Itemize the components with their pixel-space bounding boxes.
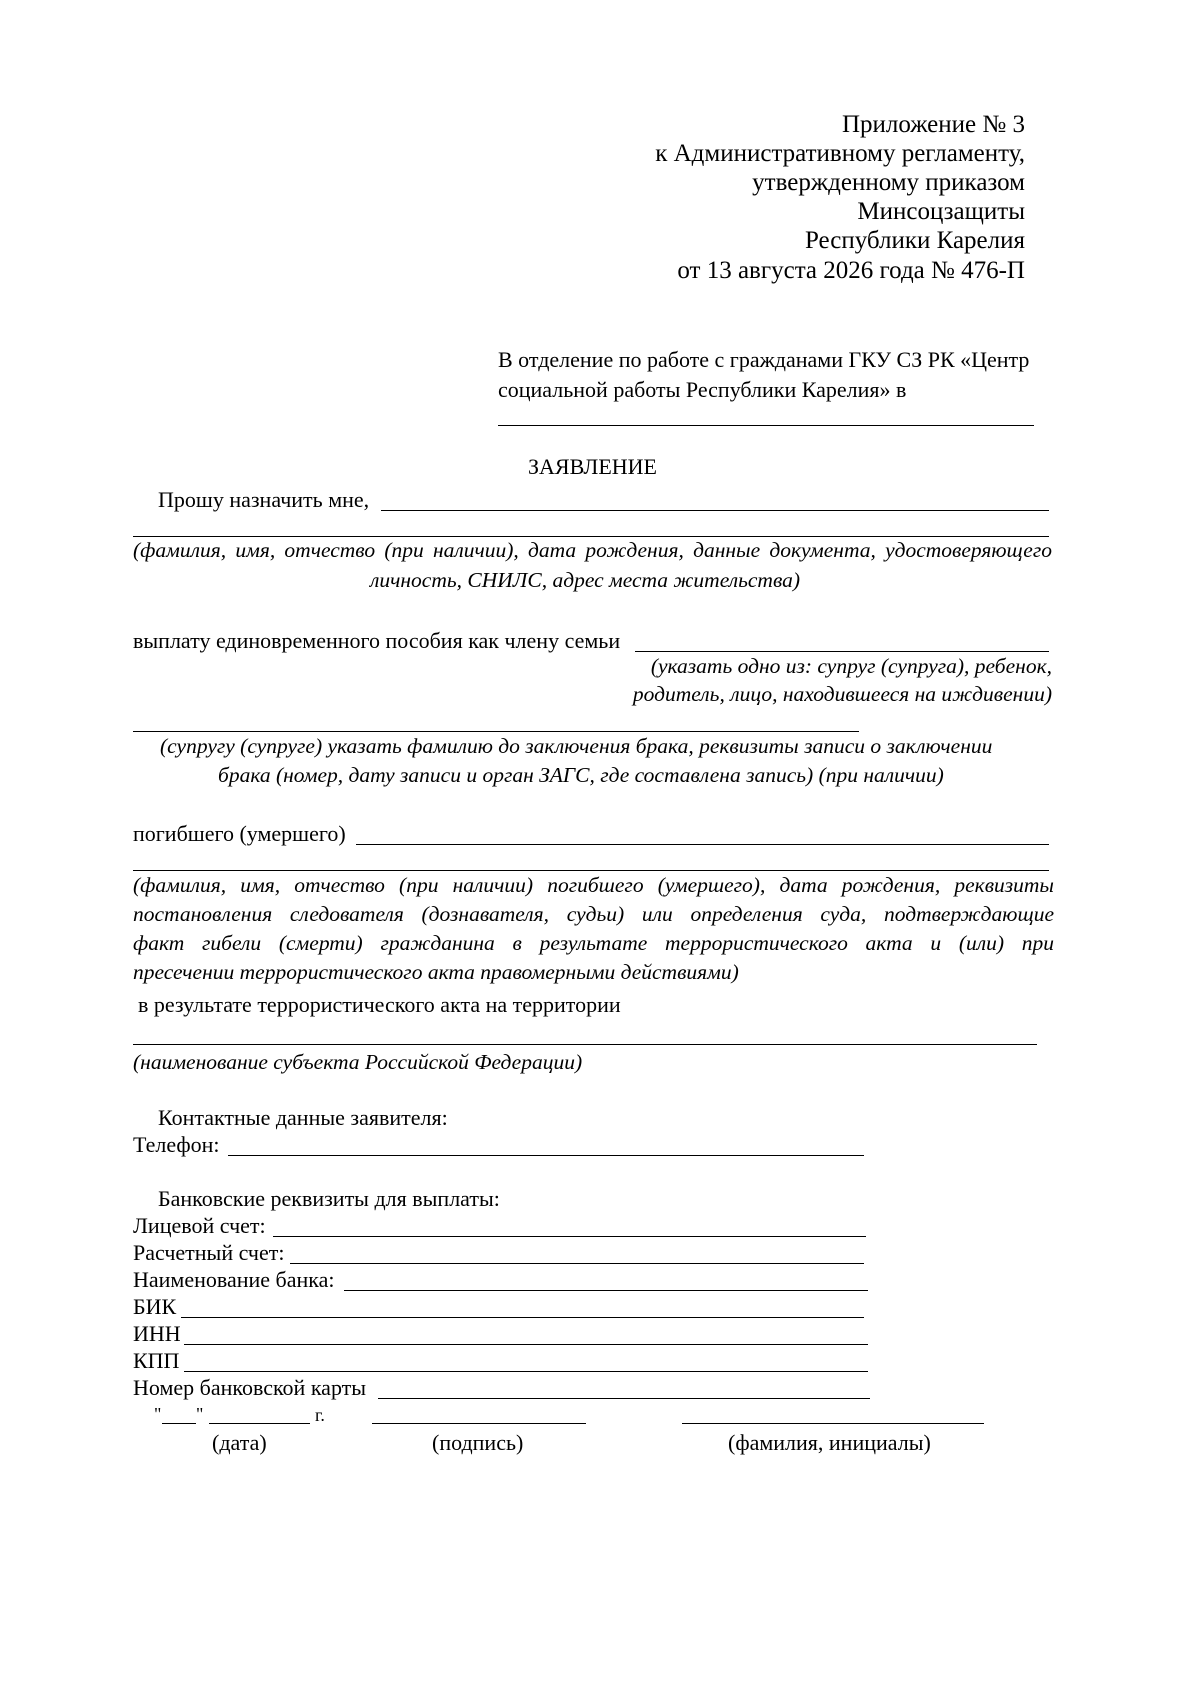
kpp-label: КПП	[133, 1348, 180, 1373]
kpp-blank[interactable]	[184, 1371, 868, 1372]
addressee-line-1: В отделение по работе с гражданами ГКУ СЗ РК «Центр	[498, 347, 1030, 372]
signature-label: (подпись)	[432, 1430, 524, 1455]
republic-name: Республики Карелия	[804, 227, 1025, 254]
approved-by: утвержденному приказом	[752, 169, 1025, 196]
phone-label: Телефон:	[133, 1132, 220, 1157]
phone-blank[interactable]	[228, 1155, 864, 1156]
spouse-hint-2: брака (номер, дату записи и орган ЗАГС, где составлена запись) (при наличии)	[218, 763, 944, 787]
contacts-heading: Контактные данные заявителя:	[158, 1105, 448, 1130]
date-label: (дата)	[212, 1430, 267, 1455]
deceased-prefix: погибшего (умершего)	[133, 821, 346, 846]
quote-open: "	[154, 1404, 162, 1424]
applicant-hint-1: (фамилия, имя, отчество (при наличии), дата рождения, данные документа, удостоверяющего	[133, 538, 1052, 562]
document-title: ЗАЯВЛЕНИЕ	[528, 454, 657, 479]
territory-blank[interactable]	[133, 1044, 1037, 1045]
appendix-number: Приложение № 3	[841, 111, 1025, 138]
order-date: от 13 августа 2026 года № 476-П	[677, 257, 1025, 284]
addressee-line-2: социальной работы Республики Карелия» в	[498, 377, 907, 402]
applicant-hint-2: личность, СНИЛС, адрес места жительства)	[370, 568, 801, 592]
spouse-blank[interactable]	[133, 731, 859, 732]
family-member-hint-1: (указать одно из: супруг (супруга), ребенок,	[650, 654, 1052, 678]
bik-blank[interactable]	[181, 1317, 864, 1318]
bank-name-blank[interactable]	[344, 1290, 868, 1291]
bik-label: БИК	[133, 1294, 177, 1319]
quote-close: "	[196, 1404, 204, 1424]
deceased-blank-1[interactable]	[356, 844, 1049, 845]
full-name-blank[interactable]	[682, 1423, 984, 1424]
payment-prefix: выплату единовременного пособия как члену семьи	[133, 628, 621, 653]
family-member-hint-2: родитель, лицо, находившееся на иждивении)	[632, 682, 1052, 706]
deceased-hint-3: факт гибели (смерти) гражданина в результате террористического акта и (или) при	[133, 931, 1054, 955]
spouse-hint-1: (супругу (супруге) указать фамилию до заключения брака, реквизиты записи о заключении	[160, 734, 993, 758]
year-suffix: г.	[315, 1405, 325, 1425]
month-blank[interactable]	[209, 1423, 310, 1424]
deceased-hint-2: постановления следователя (дознавателя, судьи) или определения суда, подтверждающие	[133, 902, 1054, 926]
bank-heading: Банковские реквизиты для выплаты:	[158, 1186, 500, 1211]
card-blank[interactable]	[378, 1398, 870, 1399]
applicant-blank-2[interactable]	[133, 536, 1049, 537]
addressee-blank[interactable]	[498, 425, 1034, 426]
deceased-blank-2[interactable]	[133, 870, 1049, 871]
deceased-hint-1: (фамилия, имя, отчество (при наличии) погибшего (умершего), дата рождения, реквизиты	[133, 873, 1054, 897]
request-prefix: Прошу назначить мне,	[158, 487, 370, 512]
account-blank[interactable]	[273, 1236, 866, 1237]
full-name-label: (фамилия, инициалы)	[728, 1430, 931, 1455]
inn-label: ИНН	[133, 1321, 181, 1346]
inn-blank[interactable]	[184, 1344, 868, 1345]
deceased-hint-4: пресечении террористического акта правомерными действиями)	[133, 960, 739, 984]
family-member-blank[interactable]	[635, 651, 1049, 652]
territory-label: в результате террористического акта на территории	[138, 992, 621, 1017]
ministry-name: Минсоцзащиты	[857, 198, 1025, 225]
signature-blank[interactable]	[372, 1423, 586, 1424]
card-label: Номер банковской карты	[133, 1375, 367, 1400]
bank-name-label: Наименование банка:	[133, 1267, 335, 1292]
applicant-blank-1[interactable]	[381, 510, 1049, 511]
account-label: Лицевой счет:	[133, 1213, 266, 1238]
regulation-reference: к Административному регламенту,	[655, 140, 1025, 167]
territory-hint: (наименование субъекта Российской Федерации)	[133, 1050, 583, 1074]
day-blank[interactable]	[162, 1423, 196, 1424]
settlement-blank[interactable]	[290, 1263, 864, 1264]
settlement-label: Расчетный счет:	[133, 1240, 285, 1265]
